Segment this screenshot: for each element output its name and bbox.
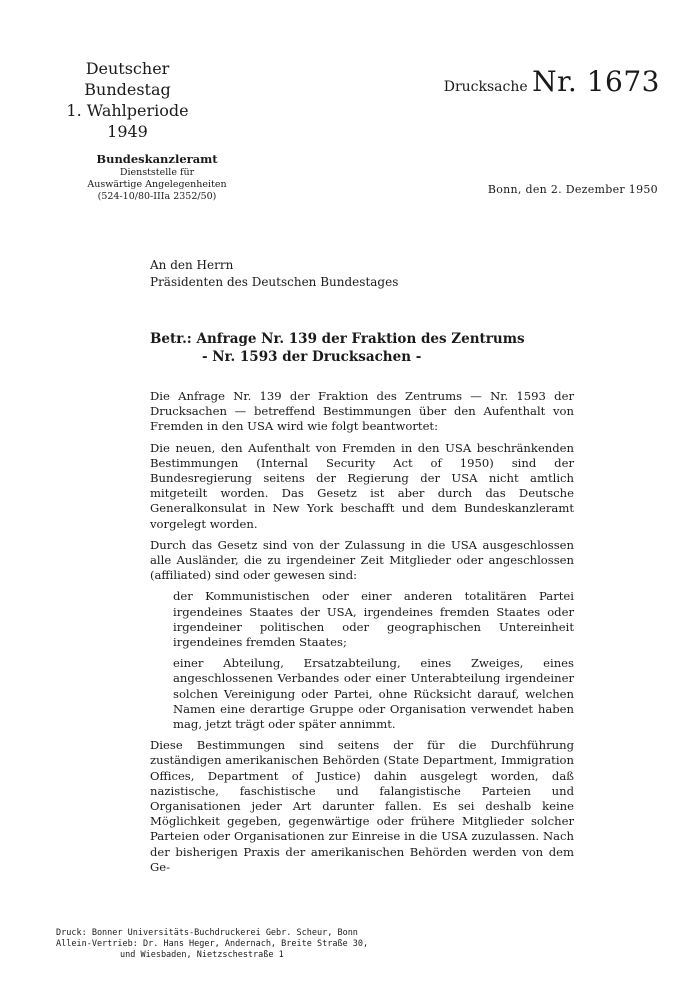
recipient-name: Präsidenten des Deutschen Bundestages (150, 275, 399, 289)
document-number (444, 65, 660, 98)
recipient-salutation: An den Herrn (150, 258, 234, 272)
body-paragraph: Durch das Gesetz sind von der Zulassung in die USA ausgeschlossen alle Ausländer, die zu irgendeiner Zeit Mitglieder oder angeschlossen (affiliated) sind oder gewesen sind: (150, 537, 574, 583)
sender-reference: (524-10/80-IIIa 2352/50) (97, 191, 217, 202)
parliament-name: Deutscher Bundestag (84, 59, 171, 99)
indented-paragraph: einer Abteilung, Ersatzabteilung, eines Zweiges, eines angeschlossenen Verbandes oder einer Unterabteilung irgendeiner solchen Vereinigung oder Partei, ohne Rücksicht darauf, welchen Namen eine derartige Gruppe oder Organisation verwendet haben mag, jetzt trägt oder später annimmt. (173, 656, 574, 732)
subject-block (150, 330, 525, 366)
parliament-header (40, 58, 215, 142)
document-number-prefix: Drucksache (443, 79, 528, 95)
place-date: Bonn, den 2. Dezember 1950 (487, 183, 658, 196)
indented-paragraph: der Kommunistischen oder einer anderen totalitären Partei irgendeines Staates der USA, irgendeines fremden Staates oder irgendeiner politischen oder geographischen Untereinheit irgendeines fremden Staates; (173, 589, 574, 650)
body-paragraph: Die Anfrage Nr. 139 der Fraktion des Zentrums — Nr. 1593 der Drucksachen — betreffend Bestimmungen über den Aufenthalt von Fremden in den USA wird wie folgt beantwortet: (150, 389, 574, 434)
footer-line: Druck: Bonner Universitäts-Buchdruckerei Gebr. Scheur, Bonn (56, 928, 358, 938)
printer-footer (56, 928, 368, 961)
subject-line: Betr.: Anfrage Nr. 139 der Fraktion des Zentrums (150, 331, 525, 347)
letter-body (150, 389, 574, 881)
year: 1949 (107, 122, 148, 141)
sender-line: Dienststelle für (119, 167, 195, 178)
footer-line: und Wiesbaden, Nietzschestraße 1 (120, 950, 284, 960)
subject-reference: - Nr. 1593 der Drucksachen - (202, 349, 422, 365)
footer-line: Allein-Vertrieb: Dr. Hans Heger, Andernach, Breite Straße 30, (56, 939, 369, 949)
body-paragraph: Die neuen, den Aufenthalt von Fremden in den USA beschränkenden Bestimmungen (Internal Security Act of 1950) sind der Bundesregierung seitens der Regierung der USA nicht amtlich mitgeteilt worden. Das Gesetz ist aber durch das Deutsche Generalkonsulat in New York beschafft und dem Bundeskanzleramt vorgelegt worden. (150, 440, 574, 531)
sender-title: Bundeskanzleramt (96, 152, 218, 166)
body-paragraph: Diese Bestimmungen sind seitens der für die Durchführung zuständigen amerikanischen Behörden (State Department, Immigration Offices, Department of Justice) dahin ausgelegt worden, daß nazistische, faschistische und falangistische Parteien und Organisationen jeder Art darunter fallen. Es sei deshalb keine Möglichkeit gegeben, gegenwärtige oder frühere Mitglieder solcher Parteien oder Organisationen zur Einreise in die USA zuzulassen. Nach der bisherigen Praxis der amerikanischen Behörden werden von dem Ge- (150, 738, 574, 874)
sender-line: Auswärtige Angelegenheiten (87, 179, 227, 190)
legislative-period: 1. Wahlperiode (66, 101, 189, 120)
recipient-block (150, 257, 398, 291)
sender-block (82, 152, 232, 203)
document-number-value: Nr. 1673 (532, 65, 660, 98)
